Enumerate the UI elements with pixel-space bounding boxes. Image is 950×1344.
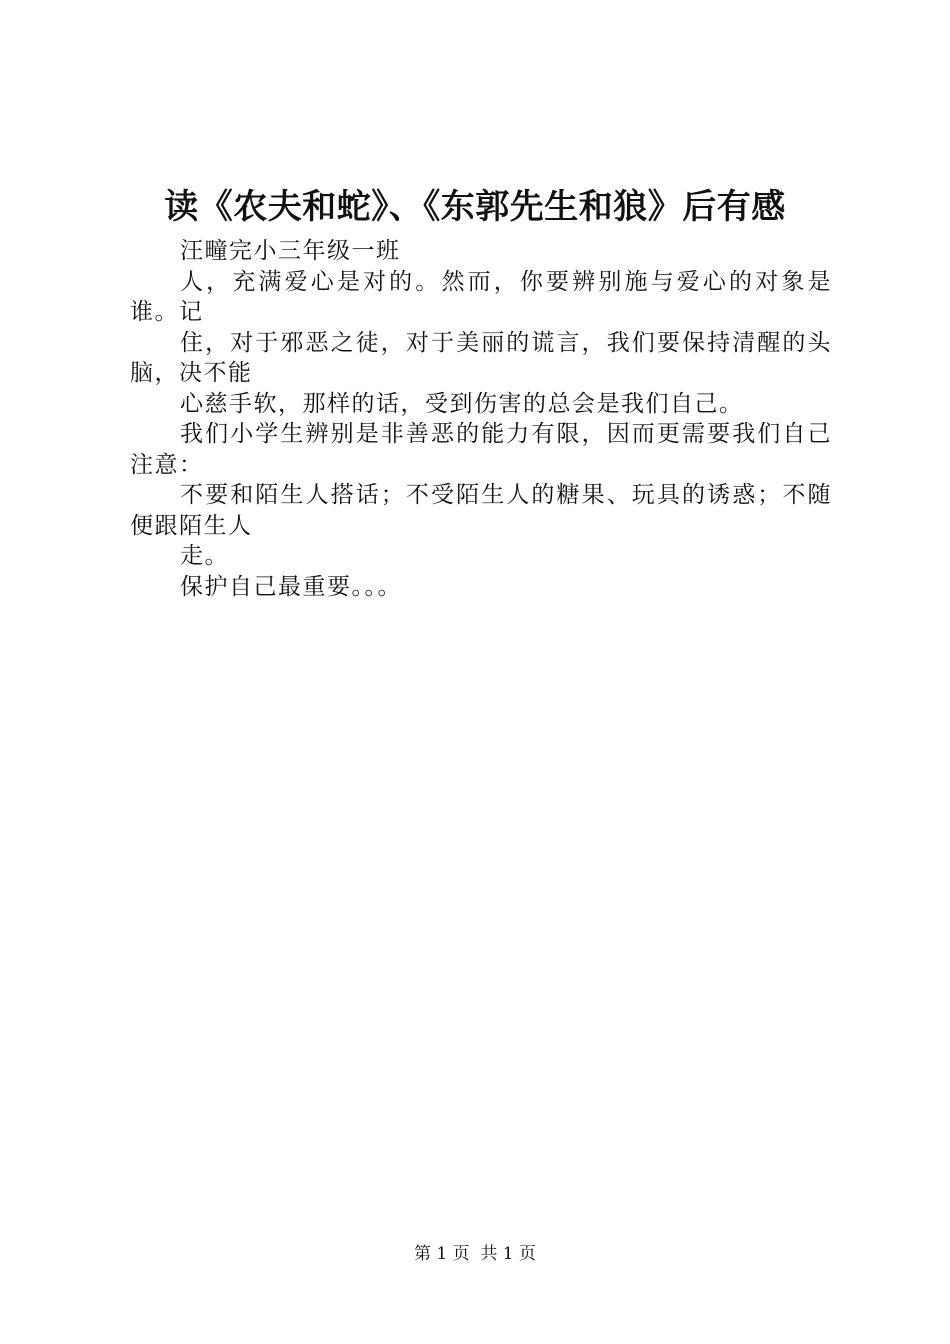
body-paragraph: 住，对于邪恶之徒，对于美丽的谎言，我们要保持清醒的头脑，决不能 <box>130 329 832 386</box>
body-paragraph: 人，充满爱心是对的。然而，你要辨别施与爱心的对象是谁。记 <box>130 268 832 325</box>
document-title: 读《农夫和蛇》、《东郭先生和狼》后有感 <box>164 187 786 227</box>
body-paragraph: 心慈手软，那样的话，受到伤害的总会是我们自己。 <box>180 390 744 417</box>
author-line: 汪疃完小三年级一班 <box>180 238 401 264</box>
body-paragraph: 不要和陌生人搭话；不受陌生人的糖果、玩具的诱惑；不随便跟陌生人 <box>130 482 832 539</box>
page-number-footer: 第 1 页 共 1 页 <box>413 1244 537 1264</box>
body-paragraph: 我们小学生辨别是非善恶的能力有限，因而更需要我们自己注意： <box>130 421 832 478</box>
body-paragraph: 走。 <box>180 543 229 569</box>
body-paragraph: 保护自己最重要。。。 <box>180 573 402 600</box>
document-body <box>130 236 832 602</box>
